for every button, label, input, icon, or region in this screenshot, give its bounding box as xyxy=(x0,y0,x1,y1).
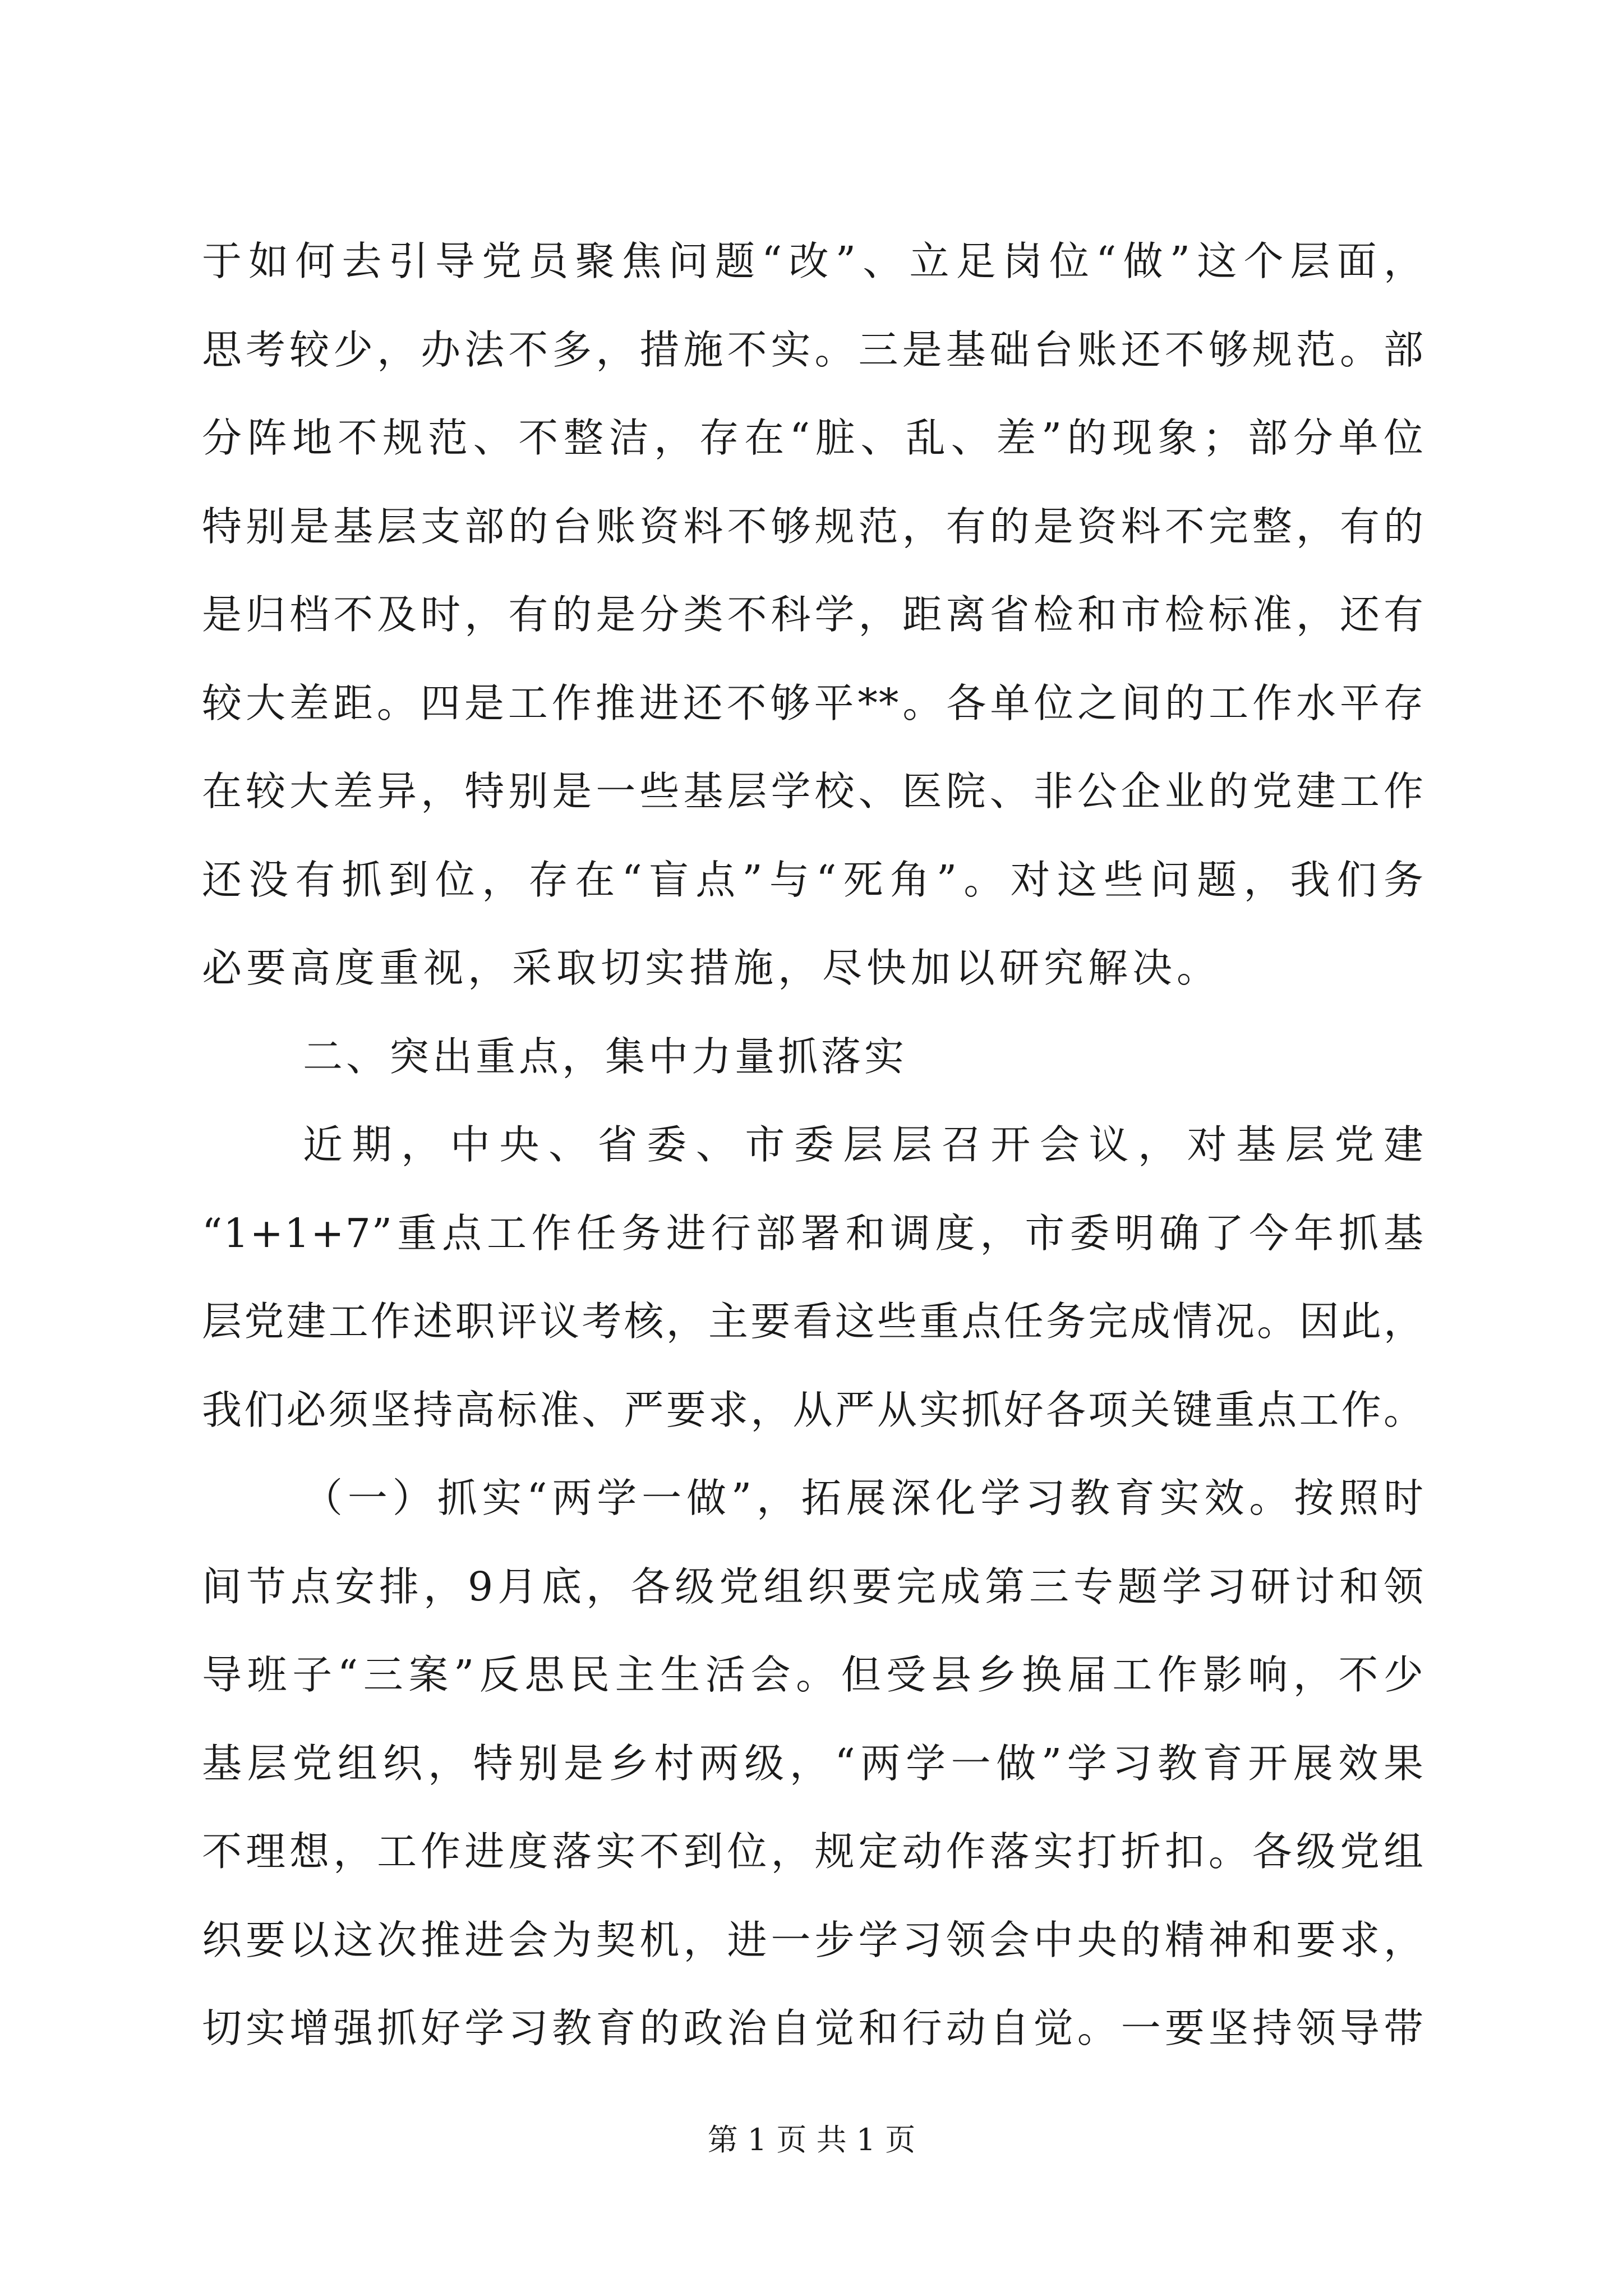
paragraph-line: 还没有抓到位，存在“盲点”与“死角”。对这些问题，我们务 xyxy=(202,857,1424,903)
paragraph-line: 切实增强抓好学习教育的政治自觉和行动自觉。一要坚持领导带 xyxy=(202,2005,1424,2051)
paragraph-line: 在较大差异，特别是一些基层学校、医院、非公企业的党建工作 xyxy=(202,768,1424,815)
page-footer: 第 1 页 共 1 页 xyxy=(707,2122,916,2157)
paragraph-line: 导班子“三案”反思民主生活会。但受县乡换届工作影响，不少 xyxy=(202,1651,1424,1698)
paragraph-line: （一）抓实“两学一做”，拓展深化学习教育实效。按照时 xyxy=(303,1475,1424,1521)
paragraph-line: 特别是基层支部的台账资料不够规范，有的是资料不完整，有的 xyxy=(202,503,1424,550)
paragraph-line: 较大差距。四是工作推进还不够平**。各单位之间的工作水平存 xyxy=(202,680,1424,726)
section-heading: 二、突出重点，集中力量抓落实 xyxy=(303,1033,908,1080)
paragraph-line: 近期，中央、省委、市委层层召开会议，对基层党建 xyxy=(303,1121,1424,1168)
paragraph-line: 我们必须坚持高标准、严要求，从严从实抓好各项关键重点工作。 xyxy=(202,1387,1424,1433)
paragraph-line: 必要高度重视，采取切实措施，尽快加以研究解决。 xyxy=(202,945,1221,991)
paragraph-line: 于如何去引导党员聚焦问题“改”、立足岗位“做”这个层面， xyxy=(202,238,1424,284)
paragraph-line: 织要以这次推进会为契机，进一步学习领会中央的精神和要求， xyxy=(202,1917,1424,1963)
paragraph-line: “1+1+7”重点工作任务进行部署和调度，市委明确了今年抓基 xyxy=(202,1210,1424,1257)
paragraph-line: 分阵地不规范、不整洁，存在“脏、乱、差”的现象；部分单位 xyxy=(202,415,1424,461)
paragraph-line: 层党建工作述职评议考核，主要看这些重点任务完成情况。因此， xyxy=(202,1298,1424,1345)
paragraph-line: 不理想，工作进度落实不到位，规定动作落实打折扣。各级党组 xyxy=(202,1828,1424,1875)
paragraph-line: 间节点安排，9月底，各级党组织要完成第三专题学习研讨和领 xyxy=(202,1563,1424,1610)
paragraph-line: 基层党组织，特别是乡村两级，“两学一做”学习教育开展效果 xyxy=(202,1740,1424,1787)
paragraph-line: 是归档不及时，有的是分类不科学，距离省检和市检标准，还有 xyxy=(202,591,1424,638)
paragraph-line: 思考较少，办法不多，措施不实。三是基础台账还不够规范。部 xyxy=(202,326,1424,373)
